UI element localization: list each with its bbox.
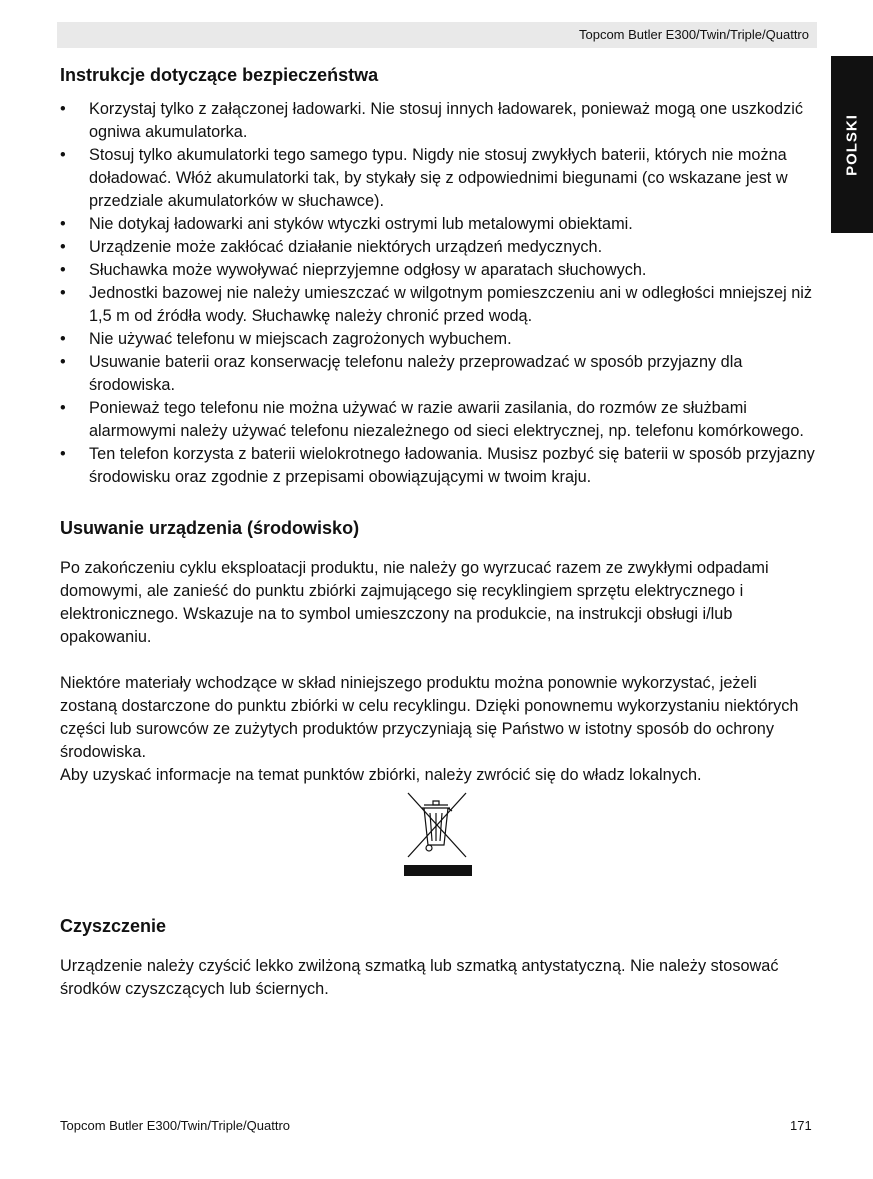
list-item-text: Korzystaj tylko z załączonej ładowarki. Nie stosuj innych ładowarek, ponieważ mogą one uszkodzić ogniwa akumulatorka.: [89, 100, 804, 141]
language-tab-label: POLSKI: [843, 113, 861, 176]
bullet-marker: •: [60, 146, 66, 164]
bullet-marker: •: [60, 445, 66, 463]
list-item: [60, 397, 816, 443]
safety-list: [60, 98, 816, 489]
weee-underline-bar: [404, 865, 472, 876]
bullet-marker: •: [60, 100, 66, 118]
list-item: [60, 328, 816, 351]
disposal-heading: Usuwanie urządzenia (środowisko): [60, 518, 360, 538]
list-item: [60, 213, 816, 236]
header-title: Topcom Butler E300/Twin/Triple/Quattro: [578, 27, 809, 42]
disposal-paragraph-1: Po zakończeniu cyklu eksploatacji produktu, nie należy go wyrzucać razem ze zwykłymi odpadami domowymi, ale zanieść do punktu zbiórki zajmującego się recyklingiem sprzętu elektrycznego i elektronicznego. Wskazuje na to symbol umieszczony na produkcie, na instrukcji obsługi i/lub opakowaniu.: [60, 559, 769, 646]
weee-symbol-container: [60, 791, 816, 889]
language-tab: [831, 56, 873, 233]
cleaning-paragraph: Urządzenie należy czyścić lekko zwilżoną szmatką lub szmatką antystatyczną. Nie należy stosować środków czyszczących lub ściernych.: [60, 957, 779, 998]
list-item-text: Słuchawka może wywoływać nieprzyjemne odgłosy w aparatach słuchowych.: [89, 261, 647, 279]
bullet-marker: •: [60, 330, 66, 348]
list-item: [60, 443, 816, 489]
footer-page-number: 171: [790, 1118, 812, 1133]
page-content: [60, 60, 816, 1001]
bullet-marker: •: [60, 399, 66, 417]
list-item-text: Stosuj tylko akumulatorki tego samego typu. Nigdy nie stosuj zwykłych baterii, których nie można doładować. Włóż akumulatorki tak, by stykały się z odpowiednimi biegunami (co wskazane jest w przedziale akumulatorków w słuchawce).: [89, 146, 788, 210]
list-item-text: Nie dotykaj ładowarki ani styków wtyczki ostrymi lub metalowymi obiektami.: [89, 215, 633, 233]
list-item: [60, 259, 816, 282]
list-item-text: Jednostki bazowej nie należy umieszczać w wilgotnym pomieszczeniu ani w odległości mniejszej niż 1,5 m od źródła wody. Słuchawkę należy chronić przed wodą.: [89, 284, 813, 325]
cleaning-heading: Czyszczenie: [60, 916, 167, 936]
bullet-marker: •: [60, 284, 66, 302]
list-item-text: Ten telefon korzysta z baterii wielokrotnego ładowania. Musisz pozbyć się baterii w sposób przyjazny środowisku oraz zgodnie z przepisami obowiązującymi w twoim kraju.: [89, 445, 815, 486]
bullet-marker: •: [60, 353, 66, 371]
list-item: [60, 351, 816, 397]
page-header: [57, 22, 817, 48]
list-item-text: Usuwanie baterii oraz konserwację telefonu należy przeprowadzać w sposób przyjazny dla środowiska.: [89, 353, 743, 394]
safety-heading: Instrukcje dotyczące bezpieczeństwa: [60, 65, 379, 85]
crossed-out-wheelie-bin-icon: [400, 791, 476, 883]
bullet-marker: •: [60, 238, 66, 256]
bullet-marker: •: [60, 261, 66, 279]
disposal-paragraph-2: [60, 672, 816, 787]
list-item-text: Nie używać telefonu w miejscach zagrożonych wybuchem.: [89, 330, 512, 348]
list-item: [60, 144, 816, 213]
footer-product: Topcom Butler E300/Twin/Triple/Quattro: [60, 1118, 291, 1133]
list-item: [60, 98, 816, 144]
list-item-text: Ponieważ tego telefonu nie można używać w razie awarii zasilania, do rozmów ze służbami alarmowymi należy używać telefonu niezależnego od sieci elektrycznej, np. telefonu komórkowego.: [89, 399, 804, 440]
list-item: [60, 236, 816, 259]
disposal-paragraph-3-text: Aby uzyskać informacje na temat punktów zbiórki, należy zwrócić się do władz lokalnych.: [60, 766, 702, 784]
list-item-text: Urządzenie może zakłócać działanie niektórych urządzeń medycznych.: [89, 238, 603, 256]
disposal-paragraph-2-text: Niektóre materiały wchodzące w skład niniejszego produktu można ponownie wykorzystać, jeżeli zostaną dostarczone do punktu zbiórki w celu recyklingu. Dzięki ponownemu wykorzystaniu niektórych części lub surowców ze zużytych produktów przyczyniają się Państwo w istotny sposób do ochrony środowiska.: [60, 674, 799, 761]
list-item: [60, 282, 816, 328]
bullet-marker: •: [60, 215, 66, 233]
